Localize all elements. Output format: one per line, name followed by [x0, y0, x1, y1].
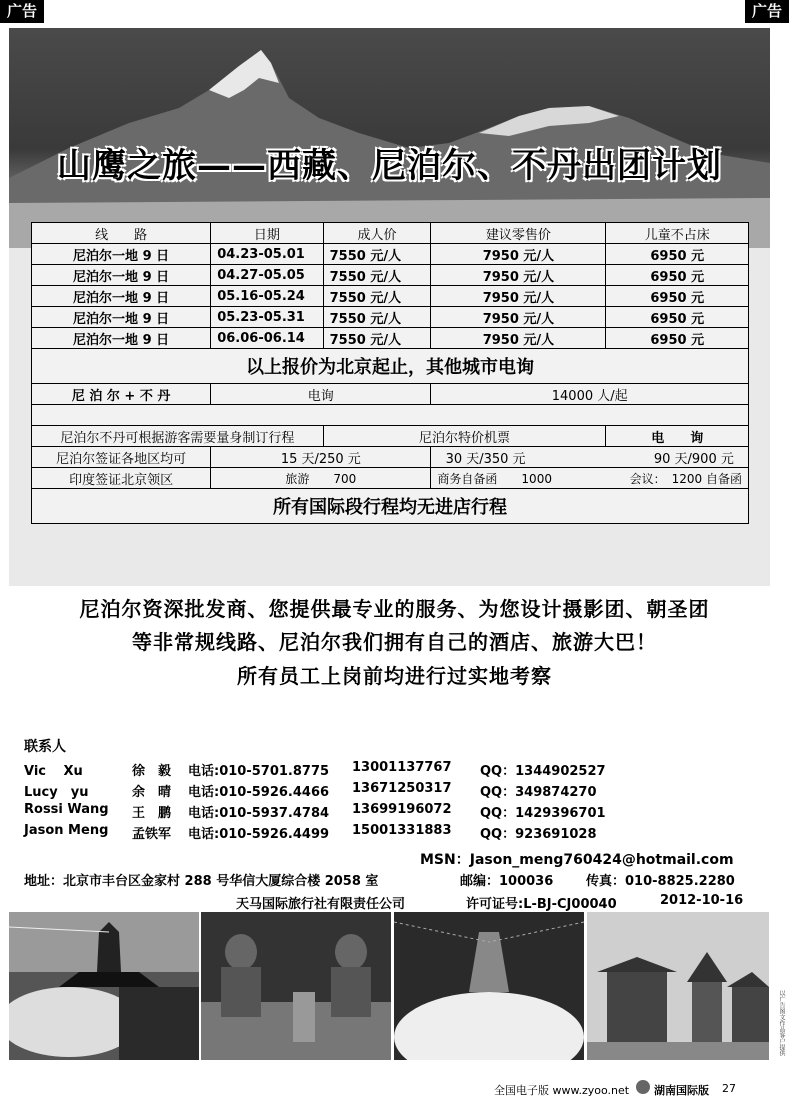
- cell-adult: 7550 元/人: [323, 244, 431, 265]
- contact-qq: QQ：349874270: [480, 785, 597, 800]
- page-number: 27: [722, 1082, 736, 1095]
- cell-date: 04.23-05.01: [211, 244, 323, 265]
- shopping-note: 所有国际段行程均无进店行程: [32, 489, 749, 524]
- table-row: [32, 307, 749, 328]
- visa-15: 15 天/250 元: [211, 447, 431, 468]
- cell-date: 05.23-05.31: [211, 307, 323, 328]
- footer-edition: 全国电子版 www.zyoo.net: [494, 1084, 630, 1097]
- india-label: 印度签证北京领区: [32, 468, 211, 489]
- contact-row: [24, 781, 744, 802]
- cell-adult: 7550 元/人: [323, 265, 431, 286]
- contact-mobile: 13671250317: [352, 781, 452, 796]
- table-row: [32, 328, 749, 349]
- guardian-statues-photo: [201, 912, 391, 1060]
- header-retail: 建议零售价: [431, 223, 606, 244]
- table-row: [32, 244, 749, 265]
- header-route: 线 路: [32, 223, 211, 244]
- contact-row: [24, 802, 744, 823]
- table-row: [32, 265, 749, 286]
- contact-tel: 电话:010-5701.8775: [188, 764, 330, 779]
- custom-label: 尼泊尔不丹可根据游客需要量身制订行程: [32, 426, 324, 447]
- cell-child: 6950 元: [606, 307, 749, 328]
- header-adult: 成人价: [323, 223, 431, 244]
- boudhanath-photo: [394, 912, 584, 1060]
- ticket-price: 电 询: [606, 426, 749, 447]
- header-child: 儿童不占床: [606, 223, 749, 244]
- ad-panel: [9, 28, 770, 586]
- contact-qq: QQ：923691028: [480, 827, 597, 842]
- contact-cn: 孟铁军: [132, 827, 172, 842]
- contact-tel: 电话:010-5926.4466: [188, 785, 330, 800]
- cell-route: 尼泊尔一地 9 日: [32, 307, 211, 328]
- company: 天马国际旅行社有限责任公司: [236, 897, 406, 912]
- fax: 传真：010-8825.2280: [586, 874, 735, 889]
- cell-route: 尼泊尔一地 9 日: [32, 286, 211, 307]
- contact-cn: 余 晴: [132, 785, 172, 800]
- table-header-row: [32, 223, 749, 244]
- cell-retail: 7950 元/人: [431, 244, 606, 265]
- visa-30-90: [431, 447, 749, 468]
- ad-tag-right: 广告: [745, 0, 789, 23]
- slogan-line-1: 尼泊尔资深批发商、您提供最专业的服务、为您设计摄影团、朝圣团: [79, 597, 710, 621]
- contact-en: Jason Meng: [24, 823, 109, 838]
- table-row: [32, 286, 749, 307]
- contact-en: Vic Xu: [24, 764, 83, 779]
- cell-child: 6950 元: [606, 244, 749, 265]
- msn: MSN：Jason_meng760424@hotmail.com: [420, 852, 734, 868]
- cell-route: 尼泊尔一地 9 日: [32, 265, 211, 286]
- contact-tel: 电话:010-5937.4784: [188, 806, 330, 821]
- india-business: 商务自备函 1000: [437, 471, 552, 486]
- cell-child: 6950 元: [606, 328, 749, 349]
- origin-note: 以上报价为北京起止，其他城市电询: [32, 349, 749, 384]
- header-date: 日期: [211, 223, 323, 244]
- temple-square-photo: [587, 912, 769, 1060]
- cell-route: 尼泊尔一地 9 日: [32, 328, 211, 349]
- ticket-label: 尼泊尔特价机票: [323, 426, 606, 447]
- contact-cn: 王 鹏: [132, 806, 172, 821]
- contact-mobile: 15001331883: [352, 823, 452, 838]
- cell-route: 尼泊尔一地 9 日: [32, 244, 211, 265]
- issue-date: 2012-10-16: [660, 893, 744, 908]
- india-business-meeting: [431, 468, 749, 489]
- contact-mobile: 13699196072: [352, 802, 452, 817]
- contact-en: Rossi Wang: [24, 802, 109, 817]
- custom-row: [32, 426, 749, 447]
- contact-en: Lucy yu: [24, 785, 89, 800]
- stupa-photo: [9, 912, 199, 1060]
- bottom-note-row: [32, 489, 749, 524]
- ad-tag-left: 广告: [0, 0, 44, 23]
- contact-qq: QQ：1344902527: [480, 764, 606, 779]
- side-credit: 以广告图文作品客户提供: [778, 990, 785, 1056]
- cell-date: 06.06-06.14: [211, 328, 323, 349]
- contact-tel: 电话:010-5926.4499: [188, 827, 330, 842]
- contacts-section: [24, 736, 744, 844]
- price-table: [31, 222, 749, 524]
- india-meeting: 会议： 1200 自备函: [629, 471, 742, 486]
- combo-route: 尼 泊 尔 + 不 丹: [32, 384, 211, 405]
- cell-adult: 7550 元/人: [323, 286, 431, 307]
- postcode: 邮编：100036: [460, 874, 554, 889]
- india-row: [32, 468, 749, 489]
- cell-adult: 7550 元/人: [323, 328, 431, 349]
- combo-adult: 电询: [211, 384, 431, 405]
- slogan-line-2: 等非常规线路、尼泊尔我们拥有自己的酒店、旅游大巴！: [132, 630, 657, 654]
- cell-adult: 7550 元/人: [323, 307, 431, 328]
- slogan-line-3: 所有员工上岗前均进行过实地考察: [237, 664, 552, 688]
- india-tour: 旅游 700: [211, 468, 431, 489]
- visa-label: 尼泊尔签证各地区均可: [32, 447, 211, 468]
- contact-row: [24, 823, 744, 844]
- visa-row: [32, 447, 749, 468]
- contacts-title: 联系人: [24, 739, 66, 755]
- combo-price: 14000 人/起: [431, 384, 749, 405]
- cell-retail: 7950 元/人: [431, 286, 606, 307]
- cell-date: 04.27-05.05: [211, 265, 323, 286]
- visa-90: 90 天/900 元: [653, 451, 734, 467]
- cell-retail: 7950 元/人: [431, 307, 606, 328]
- photo-strip: [9, 912, 769, 1060]
- note-row: [32, 349, 749, 384]
- cell-child: 6950 元: [606, 265, 749, 286]
- cell-retail: 7950 元/人: [431, 265, 606, 286]
- contact-mobile: 13001137767: [352, 760, 452, 775]
- contact-cn: 徐 毅: [132, 764, 172, 779]
- headline: 山鹰之旅——西藏、尼泊尔、不丹出团计划: [57, 146, 722, 186]
- footer-logo-icon: [636, 1080, 650, 1094]
- contact-qq: QQ：1429396701: [480, 806, 606, 821]
- footer-region: 湖南国际版: [654, 1084, 709, 1097]
- cell-date: 05.16-05.24: [211, 286, 323, 307]
- combo-row: [32, 384, 749, 405]
- spacer-row: [32, 405, 749, 426]
- contact-row: [24, 760, 744, 781]
- cell-child: 6950 元: [606, 286, 749, 307]
- license: 许可证号:L-BJ-CJ00040: [466, 897, 617, 912]
- cell-retail: 7950 元/人: [431, 328, 606, 349]
- address: 地址：北京市丰台区金家村 288 号华信大厦综合楼 2058 室: [24, 874, 379, 889]
- visa-30: 30 天/350 元: [445, 451, 526, 467]
